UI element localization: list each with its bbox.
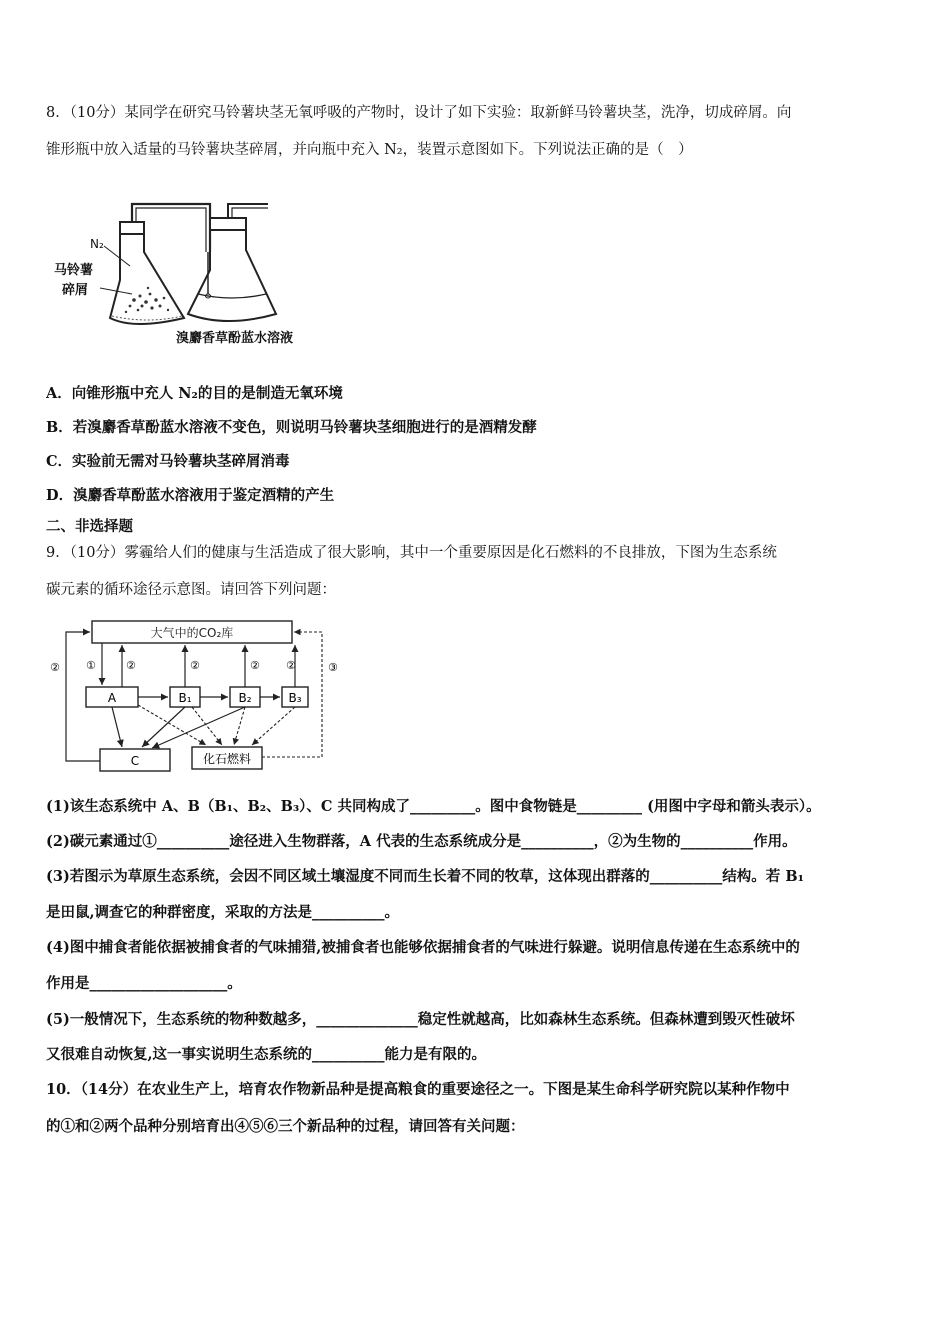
box-c-label: C: [130, 754, 140, 768]
q9-sub-5-line-1: (5)一般情况下，生态系统的物种数越多，______________稳定性就越高，比如森林生态系统。但森林遭到毁灭性破坏: [46, 1011, 795, 1028]
q9-sub-1: (1)该生态系统中 A、B（B₁、B₂、B₃）、C 共同构成了_________。图中食物链是_________ (用图中字母和箭头表示）。: [46, 798, 821, 815]
q9-line-2: 碳元素的循环途径示意图。请回答下列问题：: [46, 582, 336, 598]
gas-label: N₂: [90, 237, 104, 251]
section-heading: 二、非选择题: [46, 518, 133, 535]
q9-sub-2: (2)碳元素通过①__________途径进入生物群落，A 代表的生态系统成分是__________，②为生物的__________作用。: [46, 833, 797, 850]
q9-sub-4-line-2: 作用是___________________。: [46, 975, 242, 992]
box-a-label: A: [107, 691, 117, 705]
q8-line-1: 8．（10分）某同学在研究马铃薯块茎无氧呼吸的产物时，设计了如下实验：取新鲜马铃薯块茎，洗净，切成碎屑。向: [46, 105, 792, 121]
mark-2-b2: ②: [250, 659, 260, 672]
box-b3-label: B₃: [288, 691, 302, 705]
q9-sub-5-line-2: 又很难自动恢复,这一事实说明生态系统的__________能力是有限的。: [46, 1046, 487, 1063]
potato-pieces: [125, 287, 169, 313]
mark-2-a: ②: [126, 659, 136, 672]
mark-2-c: ②: [50, 661, 60, 674]
mark-2-b3: ②: [286, 659, 296, 672]
option-c: C．实验前无需对马铃薯块茎碎屑消毒: [46, 453, 290, 470]
flask-apparatus-figure: [50, 190, 330, 350]
q9-sub-3-line-2: 是田鼠,调查它的种群密度，采取的方法是__________。: [46, 904, 400, 921]
q8-line-2: 锥形瓶中放入适量的马铃薯块茎碎屑，并向瓶中充入 N₂，装置示意图如下。下列说法正确的是（ ）: [46, 142, 693, 158]
carbon-cycle-diagram: [46, 615, 356, 780]
mark-2-b1: ②: [190, 659, 200, 672]
option-a: A．向锥形瓶中充人 N₂的目的是制造无氧环境: [46, 385, 343, 402]
potato-label-line-1: 马铃薯: [54, 263, 94, 278]
box-b1-label: B₁: [178, 691, 192, 705]
q10-line-2: 的①和②两个品种分别培育出④⑤⑥三个新品种的过程，请回答有关问题：: [46, 1118, 525, 1135]
q9-sub-3-line-1: (3)若图示为草原生态系统，会因不同区域土壤湿度不同而生长着不同的牧草，这体现出群落的__________结构。若 B₁: [46, 868, 804, 885]
fossil-fuel-label: 化石燃料: [202, 752, 252, 766]
potato-label-line-2: 碎屑: [62, 283, 89, 298]
right-flask: [188, 228, 276, 321]
option-b: B．若溴麝香草酚蓝水溶液不变色，则说明马铃薯块茎细胞进行的是酒精发酵: [46, 419, 537, 436]
q9-sub-4-line-1: (4)图中捕食者能依据被捕食者的气味捕猎,被捕食者也能够依据捕食者的气味进行躲避。说明信息传递在生态系统中的: [46, 939, 800, 956]
mark-1: ①: [86, 659, 96, 672]
solution-label: 溴麝香草酚蓝水溶液: [176, 331, 294, 346]
mark-3: ③: [328, 661, 338, 674]
box-b2-label: B₂: [238, 691, 252, 705]
left-flask: [110, 232, 184, 324]
q9-line-1: 9．（10分）雾霾给人们的健康与生活造成了很大影响，其中一个重要原因是化石燃料的不良排放，下图为生态系统: [46, 545, 777, 561]
atmosphere-label: 大气中的CO₂库: [150, 626, 234, 640]
option-d: D．溴麝香草酚蓝水溶液用于鉴定酒精的产生: [46, 487, 335, 504]
q10-line-1: 10．（14分）在农业生产上，培育农作物新品种是提高粮食的重要途径之一。下图是某生命科学研究院以某种作物中: [46, 1081, 790, 1098]
